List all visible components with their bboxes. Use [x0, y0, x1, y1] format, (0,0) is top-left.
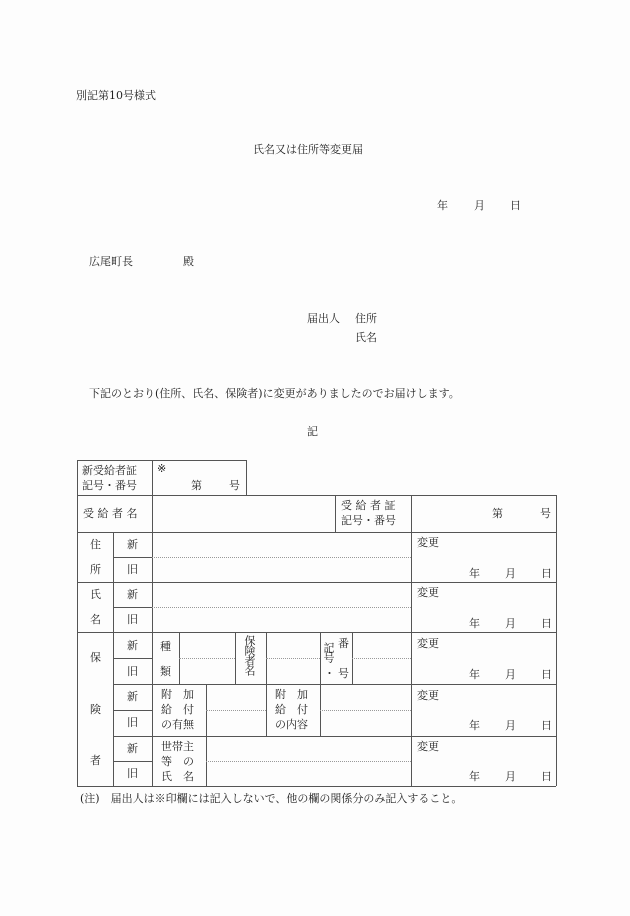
- applicant-label: 届出人: [307, 312, 340, 325]
- name-change-month: 月: [505, 617, 516, 630]
- insurer-new-label: 新: [127, 639, 138, 652]
- symbol-label-b: 番: [338, 637, 349, 650]
- new-cert-go: 号: [229, 479, 240, 492]
- address-change-month: 月: [505, 567, 516, 580]
- table-border: [113, 761, 152, 762]
- insurer-change-label: 変更: [417, 637, 439, 650]
- address-new-field[interactable]: [153, 533, 410, 556]
- cert-go: 号: [540, 507, 551, 520]
- household-change-day: 日: [541, 770, 552, 783]
- household-change-label: 変更: [417, 740, 439, 753]
- cert-dai: 第: [492, 507, 503, 520]
- name-old-label: 旧: [127, 613, 138, 626]
- table-border: [113, 532, 114, 786]
- benefit-content-label-l3: の内容: [275, 718, 308, 731]
- applicant-address-field[interactable]: [382, 310, 562, 326]
- name-label-c2: 名: [90, 613, 101, 626]
- benefit-content-new-field[interactable]: [321, 685, 410, 709]
- statement-text: 下記のとおり(住所、氏名、保険者)に変更がありましたのでお届けします。: [89, 387, 460, 400]
- address-new-label: 新: [127, 538, 138, 551]
- recipient-name-label: 受 給 者 名: [83, 507, 138, 520]
- household-old-label: 旧: [127, 767, 138, 780]
- name-change-year: 年: [469, 617, 480, 630]
- address-change-label: 変更: [417, 536, 439, 549]
- table-border: [411, 495, 412, 786]
- address-label-c1: 住: [90, 538, 101, 551]
- benefit-change-day: 日: [541, 719, 552, 732]
- benefit-change-year: 年: [469, 719, 480, 732]
- address-change-day: 日: [541, 567, 552, 580]
- benefit-change-label: 変更: [417, 689, 439, 702]
- household-label-l3: 氏 名: [161, 770, 194, 783]
- table-border: [556, 495, 557, 786]
- household-old-field[interactable]: [207, 762, 410, 785]
- new-cert-label-line1: 新受給者証: [82, 464, 137, 477]
- benefit-exists-label-l2: 給 付: [161, 703, 194, 716]
- type-old-field[interactable]: [180, 659, 234, 683]
- cert-number-field[interactable]: [412, 496, 555, 531]
- insurer-name-old-field[interactable]: [267, 659, 319, 683]
- address-old-label: 旧: [127, 563, 138, 576]
- applicant-name-label: 氏名: [355, 331, 377, 344]
- table-border: [77, 460, 78, 786]
- benefit-exists-old-field[interactable]: [207, 711, 265, 735]
- name-label-c1: 氏: [90, 588, 101, 601]
- insurer-change-month: 月: [505, 668, 516, 681]
- ki-label: 記: [307, 425, 318, 438]
- table-border: [113, 658, 152, 659]
- new-cert-label-line2: 記号・番号: [82, 479, 137, 492]
- recipient-name-field[interactable]: [153, 496, 334, 531]
- symbol-number-old-field[interactable]: [353, 659, 410, 683]
- household-new-label: 新: [127, 742, 138, 755]
- type-label-c1: 種: [160, 640, 171, 653]
- name-change-label: 変更: [417, 586, 439, 599]
- applicant-address-label: 住所: [355, 312, 377, 325]
- addressee-name: 広尾町長: [89, 255, 133, 268]
- table-border: [113, 607, 152, 608]
- household-label-l1: 世帯主: [161, 740, 194, 753]
- insurer-label-c2: 険: [90, 703, 101, 716]
- applicant-name-field[interactable]: [382, 329, 562, 345]
- table-border: [235, 632, 236, 684]
- new-cert-dai: 第: [191, 479, 202, 492]
- benefit-change-month: 月: [505, 719, 516, 732]
- benefit-content-label-l2: 給 付: [275, 703, 308, 716]
- office-use-mark: ※: [157, 462, 167, 475]
- form-number: 別記第10号様式: [76, 89, 156, 102]
- benefit-content-label-l1: 附 加: [275, 688, 308, 701]
- date-year-label: 年: [437, 199, 448, 212]
- table-border: [113, 557, 152, 558]
- table-border: [77, 786, 556, 787]
- household-change-month: 月: [505, 770, 516, 783]
- name-new-field[interactable]: [153, 583, 410, 606]
- insurer-name-new-field[interactable]: [267, 633, 319, 657]
- table-border: [335, 495, 336, 532]
- addressee-honorific: 殿: [183, 255, 194, 268]
- insurer-label-c3: 者: [90, 754, 101, 767]
- insurer-name-label: 保険者名: [243, 635, 256, 675]
- address-label-c2: 所: [90, 563, 101, 576]
- insurer-change-day: 日: [541, 668, 552, 681]
- household-new-field[interactable]: [207, 737, 410, 760]
- page-title: 氏名又は住所等変更届: [253, 143, 363, 156]
- insurer-old-label: 旧: [127, 665, 138, 678]
- table-border: [266, 684, 267, 736]
- household-label-l2: 等 の: [161, 755, 194, 768]
- insurer-change-year: 年: [469, 668, 480, 681]
- date-day-label: 日: [510, 199, 521, 212]
- name-old-field[interactable]: [153, 608, 410, 631]
- benefit-exists-label-l1: 附 加: [161, 688, 194, 701]
- symbol-label-a: 記号: [322, 642, 335, 662]
- insurer-label-c1: 保: [90, 651, 101, 664]
- cert-label-line2: 記号・番号: [341, 514, 396, 527]
- address-change-year: 年: [469, 567, 480, 580]
- benefit-exists-label-l3: の有無: [161, 718, 194, 731]
- date-month-label: 月: [474, 199, 485, 212]
- table-border: [113, 710, 152, 711]
- benefit-new-label: 新: [127, 690, 138, 703]
- symbol-number-new-field[interactable]: [353, 633, 410, 657]
- address-old-field[interactable]: [153, 558, 410, 581]
- benefit-old-label: 旧: [127, 716, 138, 729]
- name-new-label: 新: [127, 588, 138, 601]
- benefit-exists-new-field[interactable]: [207, 685, 265, 709]
- footnote: (注) 届出人は※印欄には記入しないで、他の欄の関係分のみ記入すること。: [80, 792, 463, 805]
- symbol-label-d: 号: [338, 667, 349, 680]
- cert-label-line1: 受 給 者 証: [341, 499, 396, 512]
- type-label-c2: 類: [160, 665, 171, 678]
- table-border: [246, 460, 247, 495]
- table-border: [320, 632, 321, 684]
- benefit-content-old-field[interactable]: [321, 711, 410, 735]
- symbol-label-c: ・: [324, 667, 335, 680]
- type-new-field[interactable]: [180, 633, 234, 657]
- name-change-day: 日: [541, 617, 552, 630]
- household-change-year: 年: [469, 770, 480, 783]
